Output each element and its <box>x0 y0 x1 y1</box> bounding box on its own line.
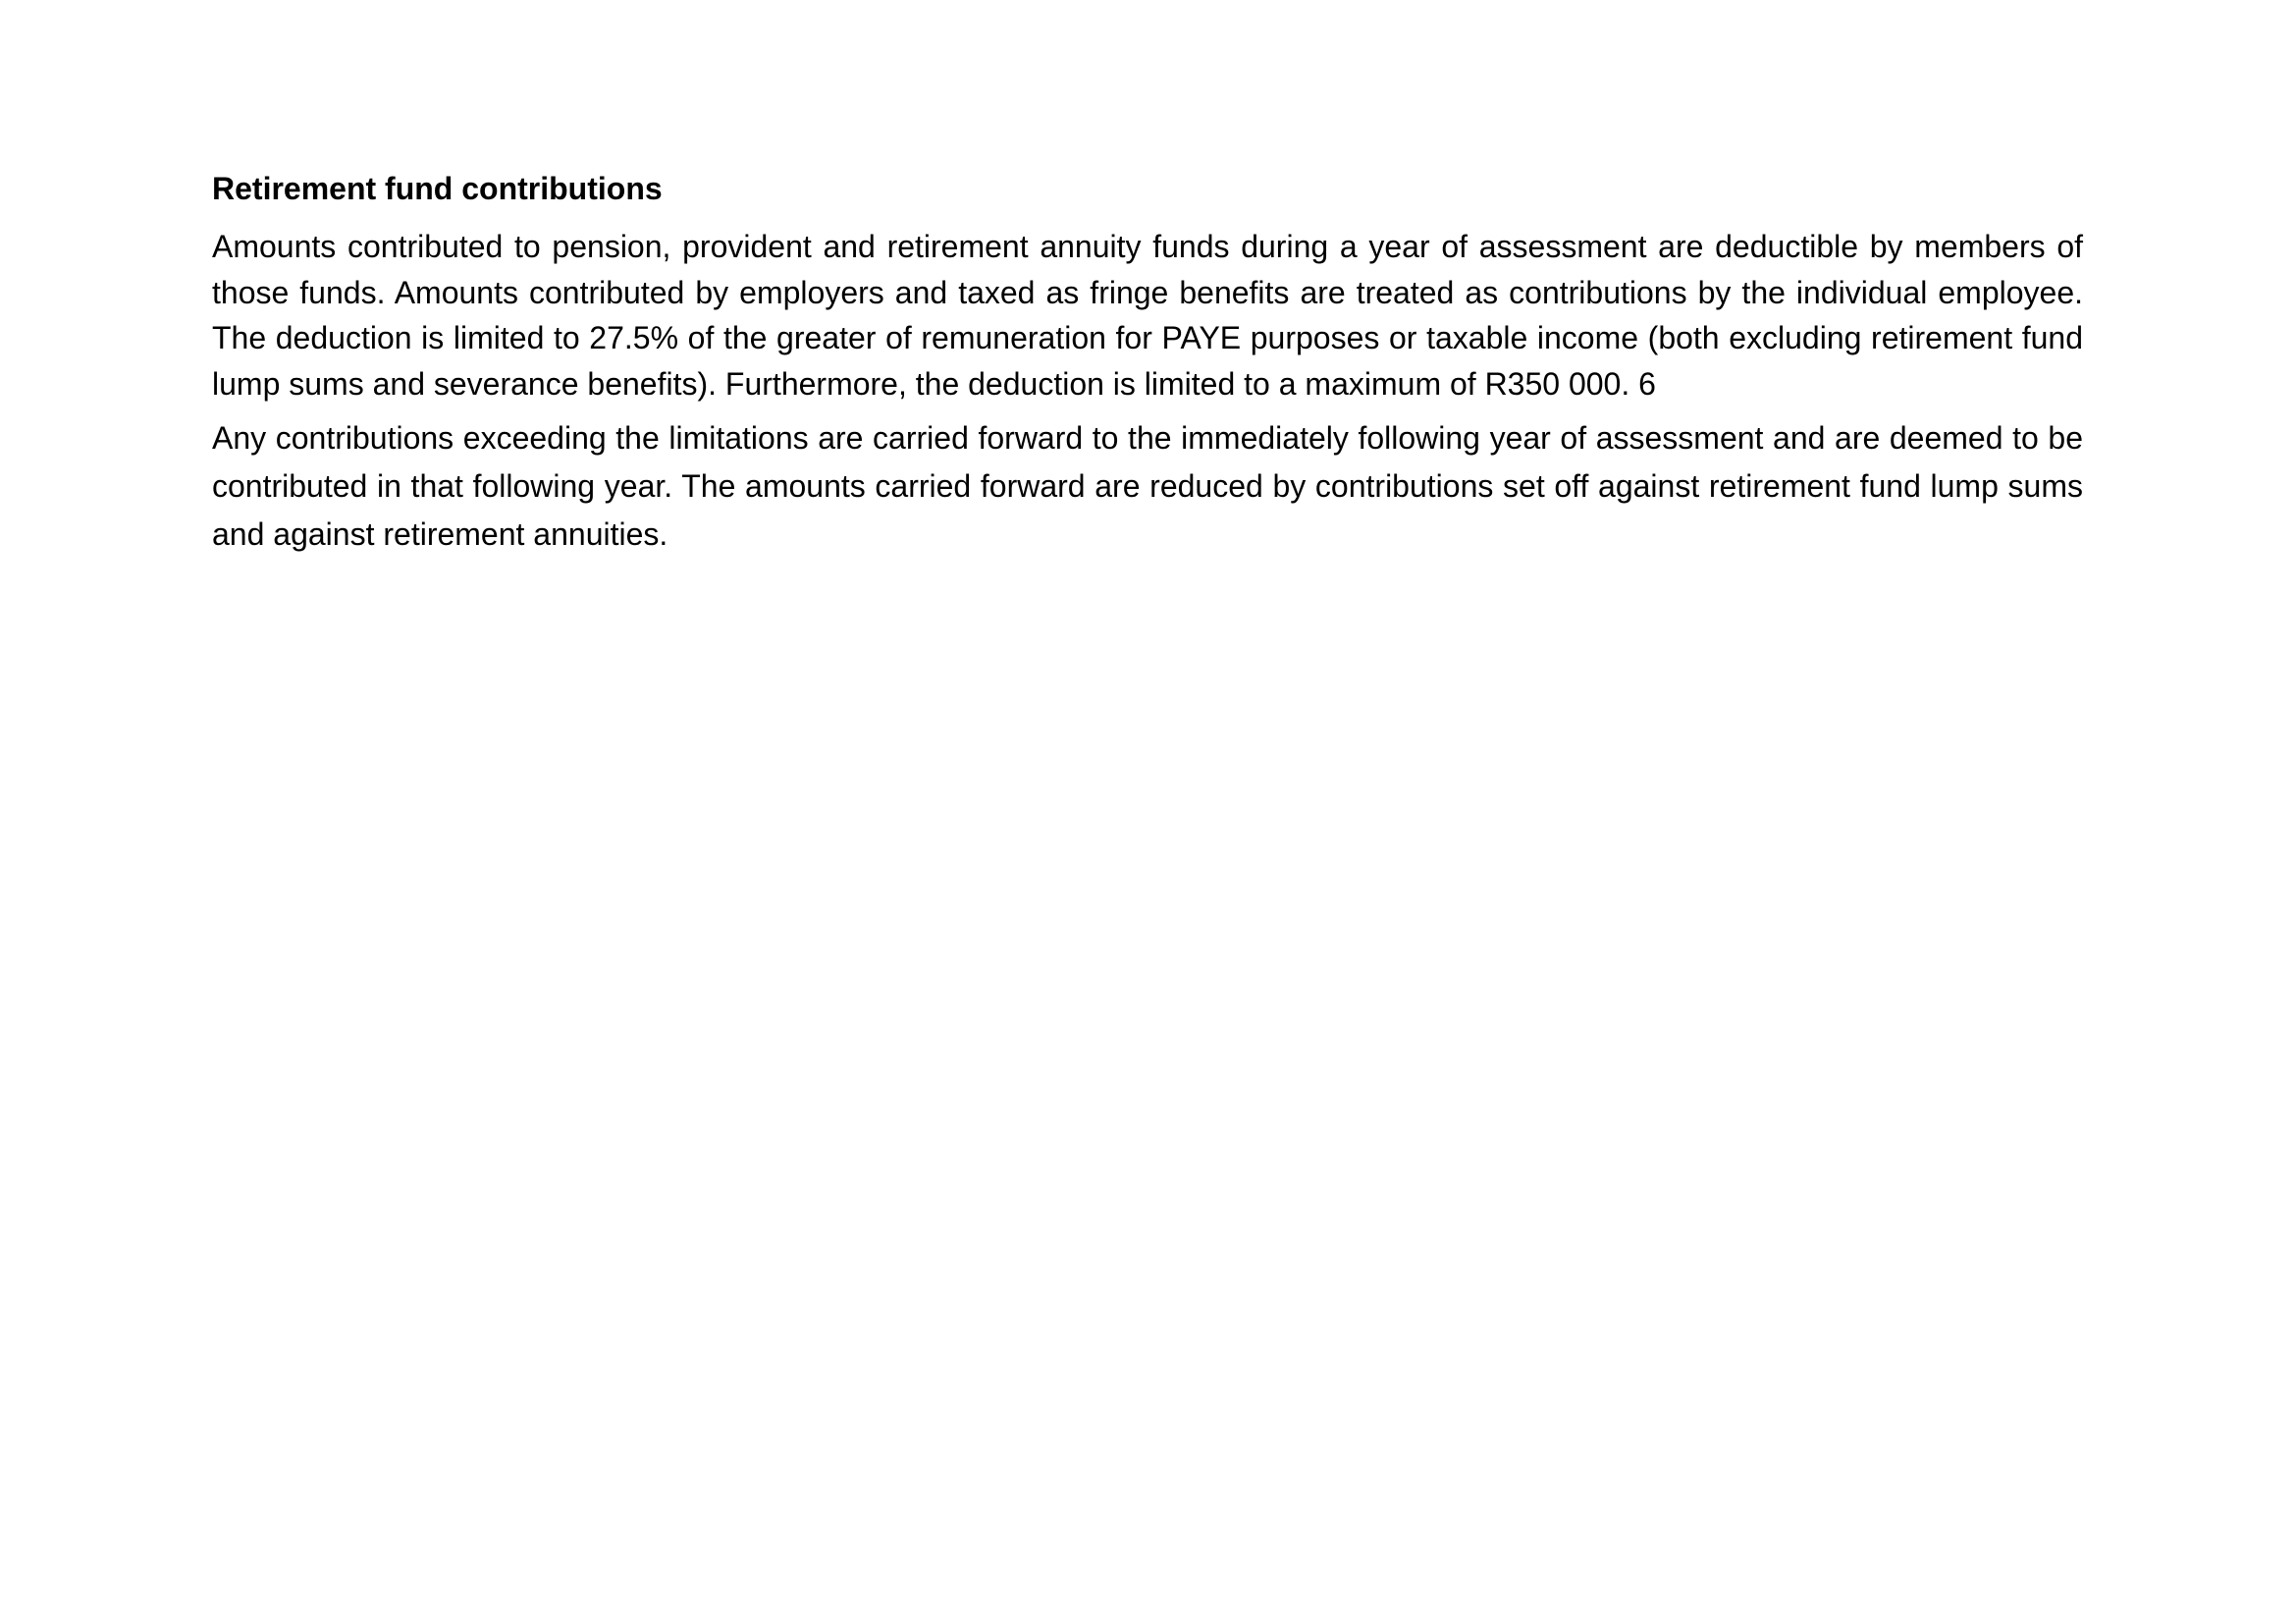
paragraph-deduction-rules: Amounts contributed to pension, provident and retirement annuity funds during a year of assessment are deductible by members of those funds. Amounts contributed by employers and taxed as fringe benefits are treated as contributions by the individual employee. The deduction is limited to 27.5% of the greater of remuneration for PAYE purposes or taxable income (both excluding retirement fund lump sums and severance benefits). Furthermore, the deduction is limited to a maximum of R350 000. 6 <box>212 229 2083 402</box>
document-body <box>212 167 2083 559</box>
paragraph-carry-forward: Any contributions exceeding the limitations are carried forward to the immediately following year of assessment and are deemed to be contributed in that following year. The amounts carried forward are reduced by contributions set off against retirement fund lump sums and against retirement annuities. <box>212 420 2083 552</box>
section-heading: Retirement fund contributions <box>212 171 663 206</box>
